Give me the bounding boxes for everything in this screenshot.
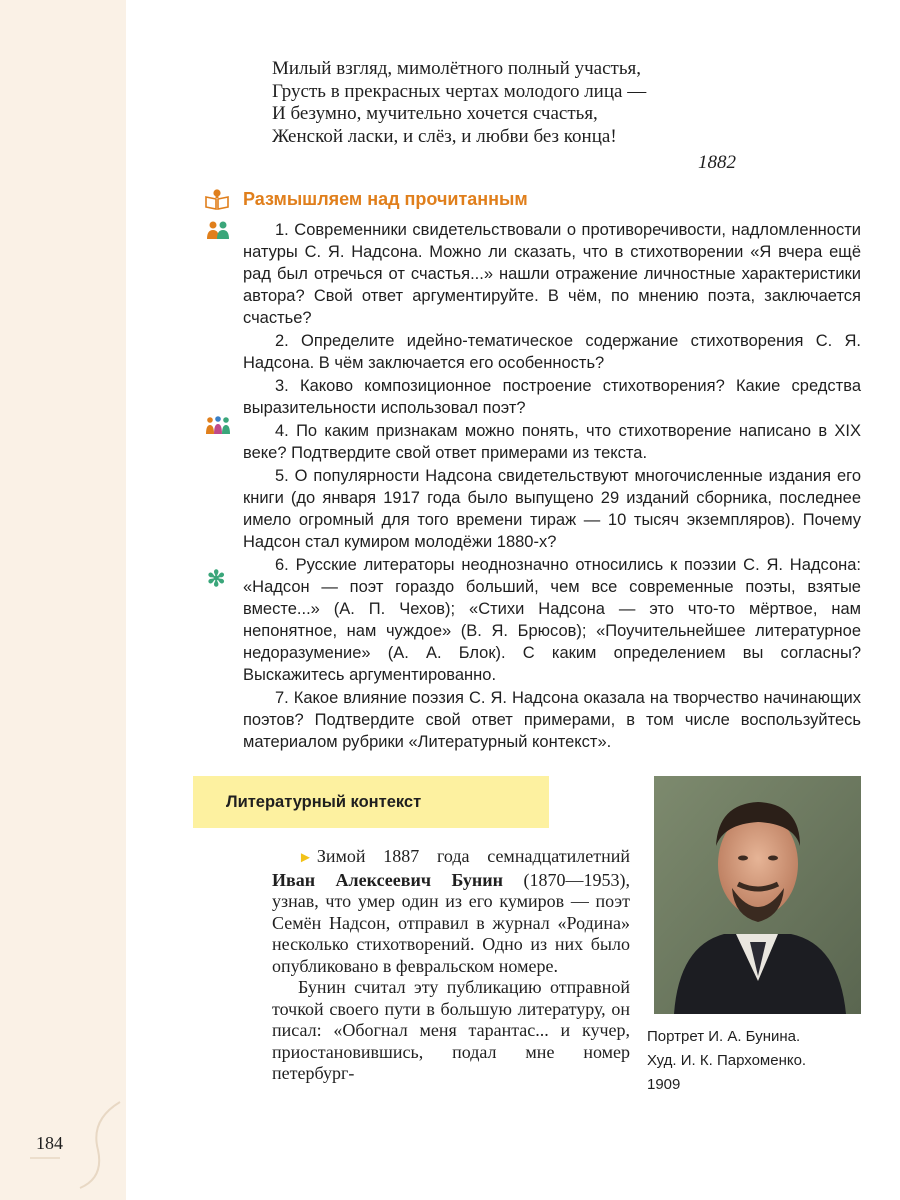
context-text-run: Зимой 1887 года семнадцатилетний	[316, 846, 630, 866]
questions-list	[243, 219, 861, 754]
group-work-icon	[206, 415, 230, 435]
question-item: 1. Современники свидетельствовали о противоречивости, надломленности натуры С. Я. Надсона. Можно ли сказать, что в стихотворении «Я вчера ещё рад был отречься от счастья...» нашли отражение личностные характеристики автора? Свой ответ аргументируйте. В чём, по мнению поэта, заключается счастье?	[243, 221, 861, 327]
question-item: 5. О популярности Надсона свидетельствуют многочисленные издания его книги (до января 1917 года было выпущено 29 изданий сборника, последнее имело огромный для того времени тираж — 10 тысяч экземпляров). Почему Надсон стал кумиром молодёжи 1880-х?	[243, 467, 861, 551]
caption-line: 1909	[647, 1076, 681, 1093]
question-item: 7. Какое влияние поэзия С. Я. Надсона оказала на творчество начинающих поэтов? Подтвердите свой ответ примерами, в том числе воспользуйтесь материалом рубрики «Литературный контекст».	[243, 689, 861, 751]
context-title: Литературный контекст	[226, 793, 422, 811]
poem-stanza	[272, 58, 646, 148]
context-paragraph: Бунин считал эту публикацию отправной точкой своего пути в большую литературу, он писал: «Обогнал меня тарантас... и кучер, приостановившись, подал мне номер петербург-	[272, 977, 630, 1083]
question-item: 2. Определите идейно-тематическое содержание стихотворения С. Я. Надсона. В чём заключается его особенность?	[243, 332, 861, 372]
page-margin	[0, 0, 126, 1200]
pair-work-icon	[206, 220, 230, 240]
poem-line: Грусть в прекрасных чертах молодого лица —	[272, 80, 647, 102]
context-header	[193, 776, 549, 828]
question-item: 6. Русские литераторы неоднозначно относились к поэзии С. Я. Надсона: «Надсон — поэт гораздо больший, чем все современные поэты, взятые вместе...» (А. П. Чехов); «Стихи Надсона — это что-то мёртвое, нам непонятное, нам чуждое» (В. Я. Брюсов); «Поучительнейшее литературное недоразумение» (А. А. Блок). С каким определением вы согласны? Выскажитесь аргументированно.	[243, 556, 861, 684]
asterisk-icon: ✻	[207, 566, 226, 591]
poem-line: И безумно, мучительно хочется счастья,	[272, 103, 598, 124]
caption-line: Портрет И. А. Бунина.	[647, 1028, 801, 1045]
context-text-run: (1870—1953), узнав, что умер один из его кумиров — поэт Семён Надсон, отправил в журнал «Родина» несколько стихотворений. Одно из них было опубликовано в февральском номере.	[272, 869, 630, 976]
caption-line: Худ. И. К. Пархоменко.	[647, 1052, 807, 1069]
book-lightbulb-icon	[204, 188, 230, 210]
page-number: 184	[36, 1133, 63, 1153]
bunin-portrait-image	[654, 776, 861, 1014]
section-title: Размышляем над прочитанным	[243, 189, 528, 209]
poem-year: 1882	[698, 152, 736, 173]
question-item: 4. По каким признакам можно понять, что стихотворение написано в XIX веке? Подтвердите свой ответ примерами из текста.	[243, 422, 861, 462]
context-text	[272, 846, 630, 1085]
question-item: 3. Каково композиционное построение стихотворения? Какие средства выразительности использовал поэт?	[243, 377, 861, 417]
arrow-icon: ►	[298, 850, 313, 866]
poem-line: Женской ласки, и слёз, и любви без конца!	[272, 125, 617, 147]
portrait-caption	[647, 1025, 867, 1097]
context-paragraph	[272, 846, 630, 977]
poem-line: Милый взгляд, мимолётного полный участья,	[272, 58, 641, 79]
context-author-name: Иван Алексеевич Бунин	[272, 869, 504, 890]
